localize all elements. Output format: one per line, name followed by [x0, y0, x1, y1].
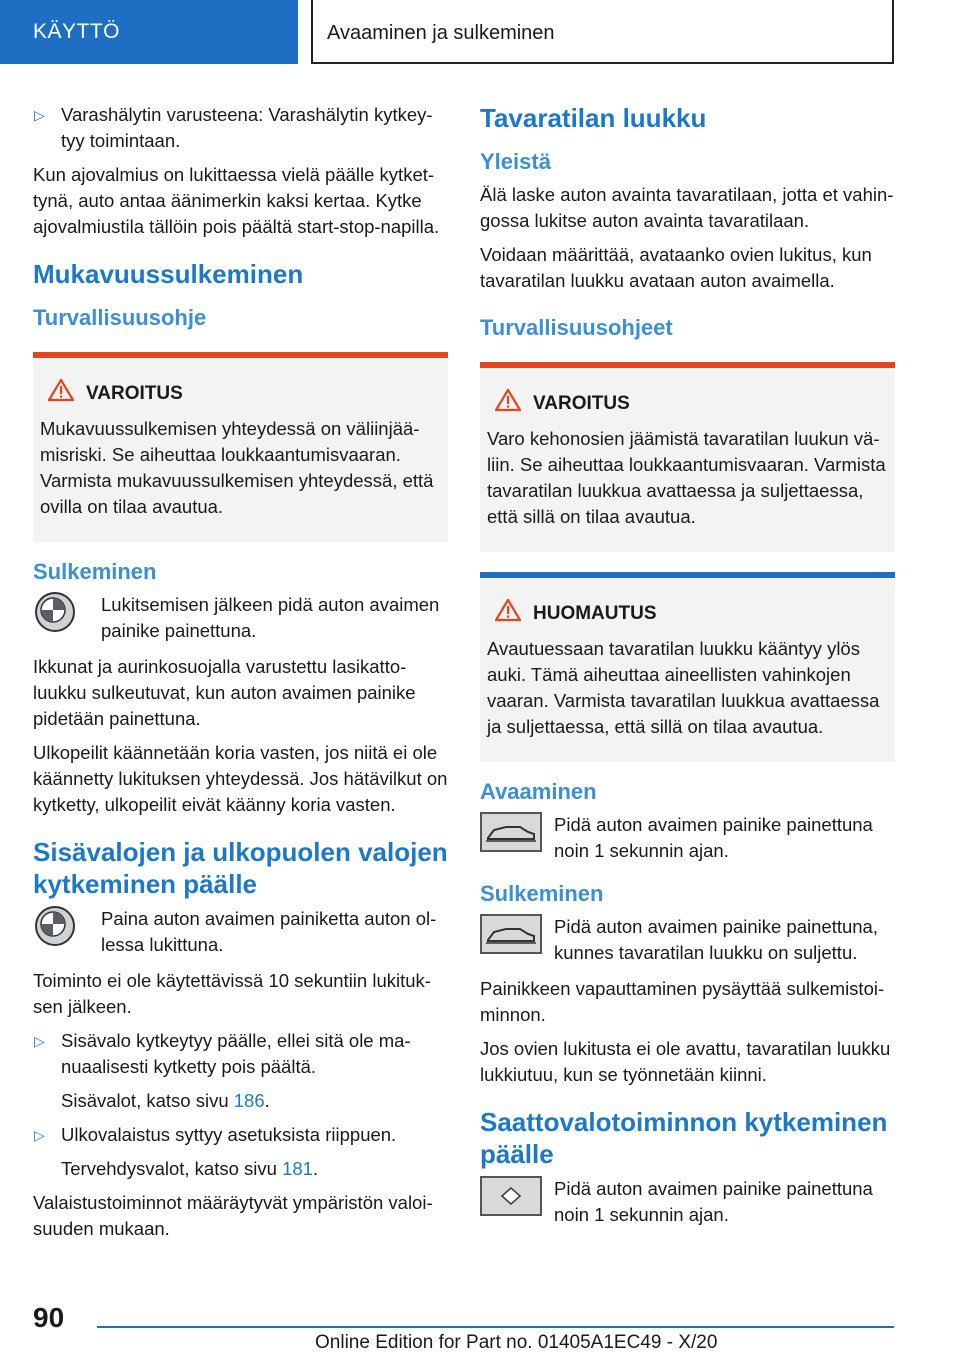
- list-item-text: Sisävalo kytkeytyy päälle, ellei sitä ole ma-nuaalisesti kytketty pois päältä.: [61, 1030, 411, 1077]
- cross-reference-text: Sisävalot, katso sivu: [61, 1090, 234, 1111]
- instruction-text: Lukitsemisen jälkeen pidä auton avaimen painike painettuna.: [101, 594, 440, 641]
- cross-reference: [33, 1088, 448, 1114]
- bmw-key-button-icon: [35, 592, 75, 632]
- warning-title: VAROITUS: [86, 383, 183, 404]
- warning-title: VAROITUS: [533, 393, 630, 414]
- page-number: 90: [33, 1302, 65, 1333]
- cross-reference-text: Tervehdysvalot, katso sivu: [61, 1158, 283, 1179]
- bmw-key-button-icon: [35, 906, 75, 946]
- paragraph: Voidaan määrittää, avataanko ovien lukitus, kun tavaratilan luukku avataan auton avaimella.: [480, 244, 872, 291]
- headlight-button-icon: [480, 1176, 542, 1216]
- footer-edition: Online Edition for Part no. 01405A1EC49 - X/20: [315, 1332, 718, 1353]
- instruction-row: [480, 1176, 895, 1228]
- notice-triangle-icon: [495, 598, 525, 630]
- paragraph: Älä laske auton avainta tavaratilaan, jotta et vahin-gossa lukitse auton avainta tavaratilaan.: [480, 184, 894, 231]
- left-column: [33, 102, 448, 1250]
- heading-mukavuussulkeminen: Mukavuussulkeminen: [33, 259, 304, 289]
- trunk-open-button-icon: [480, 812, 542, 852]
- page-header: [0, 0, 960, 66]
- list-item-text: Varashälytin varusteena: Varashälytin kytkey-tyy toimintaan.: [61, 104, 433, 151]
- warning-triangle-icon: [495, 388, 525, 420]
- page-link-186[interactable]: 186: [233, 1090, 265, 1111]
- notice-text: Avautuessaan tavaratilan luukku kääntyy ylös auki. Tämä aiheuttaa aineellisten vahinkojen vaaran. Varmista tavaratilan luukkua avattaessa ja suljettaessa, että sillä on tilaa avautua.: [487, 638, 880, 737]
- heading-turvallisuusohje: Turvallisuusohje: [33, 305, 207, 330]
- paragraph: Ikkunat ja aurinkosuojalla varustettu lasikatto-luukku sulkeutuvat, kun auton avaimen painike pidetään painettuna.: [33, 656, 416, 729]
- instruction-text: Pidä auton avaimen painike painettuna noin 1 sekunnin ajan.: [554, 1178, 873, 1225]
- heading-tavaratilan-luukku: Tavaratilan luukku: [480, 103, 707, 133]
- instruction-text: Pidä auton avaimen painike painettuna noin 1 sekunnin ajan.: [554, 814, 873, 861]
- heading-turvallisuusohjeet: Turvallisuusohjeet: [480, 315, 673, 340]
- heading-sulkeminen: Sulkeminen: [480, 881, 604, 906]
- right-column: [480, 102, 895, 1238]
- section-tab: KÄYTTÖ: [0, 0, 298, 64]
- paragraph: Valaistustoiminnot määräytyvät ympäristön valoi-suuden mukaan.: [33, 1192, 433, 1239]
- warning-triangle-icon: [48, 378, 78, 410]
- heading-avaaminen: Avaaminen: [480, 779, 597, 804]
- warning-text: Mukavuussulkemisen yhteydessä on väliinjää-misriski. Se aiheuttaa loukkaantumisvaaran. Varmista mukavuussulkemisen yhteydessä, että ovilla on tilaa avautua.: [40, 418, 434, 517]
- cross-reference: [33, 1156, 448, 1182]
- bullet-triangle-icon: ▷: [34, 107, 45, 123]
- notice-title: HUOMAUTUS: [533, 603, 657, 624]
- list-item: [33, 1028, 448, 1080]
- warning-box: [33, 352, 448, 542]
- paragraph: Painikkeen vapauttaminen pysäyttää sulkemistoi-minnon.: [480, 978, 885, 1025]
- instruction-row: [480, 812, 895, 864]
- notice-box: [480, 572, 895, 762]
- heading-sisavalojen: Sisävalojen ja ulkopuolen valojen kytkeminen päälle: [33, 837, 448, 899]
- instruction-row: [480, 914, 895, 966]
- instruction-text: Paina auton avaimen painiketta auton ol-lessa lukittuna.: [101, 908, 437, 955]
- warning-text: Varo kehonosien jäämistä tavaratilan luukun vä-liin. Se aiheuttaa loukkaantumisvaaran. Varmista tavaratilan luukkua avattaessa ja suljettaessa, että sillä on tilaa avautua.: [487, 428, 886, 527]
- bullet-triangle-icon: ▷: [34, 1033, 45, 1049]
- instruction-text: Pidä auton avaimen painike painettuna, kunnes tavaratilan luukku on suljettu.: [554, 916, 878, 963]
- cross-reference-end: .: [312, 1158, 319, 1179]
- trunk-close-button-icon: [480, 914, 542, 954]
- instruction-row: [33, 906, 448, 958]
- paragraph: Toiminto ei ole käytettävissä 10 sekuntiin lukituk-sen jälkeen.: [33, 970, 431, 1017]
- list-item: [33, 102, 448, 154]
- list-item-text: Ulkovalaistus syttyy asetuksista riippuen.: [61, 1124, 397, 1145]
- paragraph: Kun ajovalmius on lukittaessa vielä päälle kytket-tynä, auto antaa äänimerkin kaksi kertaa. Kytke ajovalmiustila tällöin pois päältä start-stop-napilla.: [33, 164, 440, 237]
- cross-reference-end: .: [264, 1090, 270, 1111]
- warning-box: [480, 362, 895, 552]
- heading-sulkeminen: Sulkeminen: [33, 559, 157, 584]
- paragraph: Jos ovien lukitusta ei ole avattu, tavaratilan luukku lukkiutuu, kun se työnnetään kiinni.: [480, 1038, 891, 1085]
- list-item: [33, 1122, 448, 1148]
- page-link-181[interactable]: 181: [282, 1158, 313, 1179]
- paragraph: Ulkopeilit käännetään koria vasten, jos niitä ei ole käännetty lukituksen yhteydessä. Jos hätävilkut on kytketty, ulkopeilit eivät käänny koria vasten.: [33, 742, 448, 815]
- chapter-title: Avaaminen ja sulkeminen: [311, 0, 894, 64]
- heading-saattovalotoiminto: Saattovalotoiminnon kytkeminen päälle: [480, 1107, 888, 1169]
- footer-divider: [97, 1326, 894, 1328]
- bullet-triangle-icon: ▷: [34, 1127, 45, 1143]
- heading-yleista: Yleistä: [480, 149, 551, 174]
- instruction-row: [33, 592, 448, 644]
